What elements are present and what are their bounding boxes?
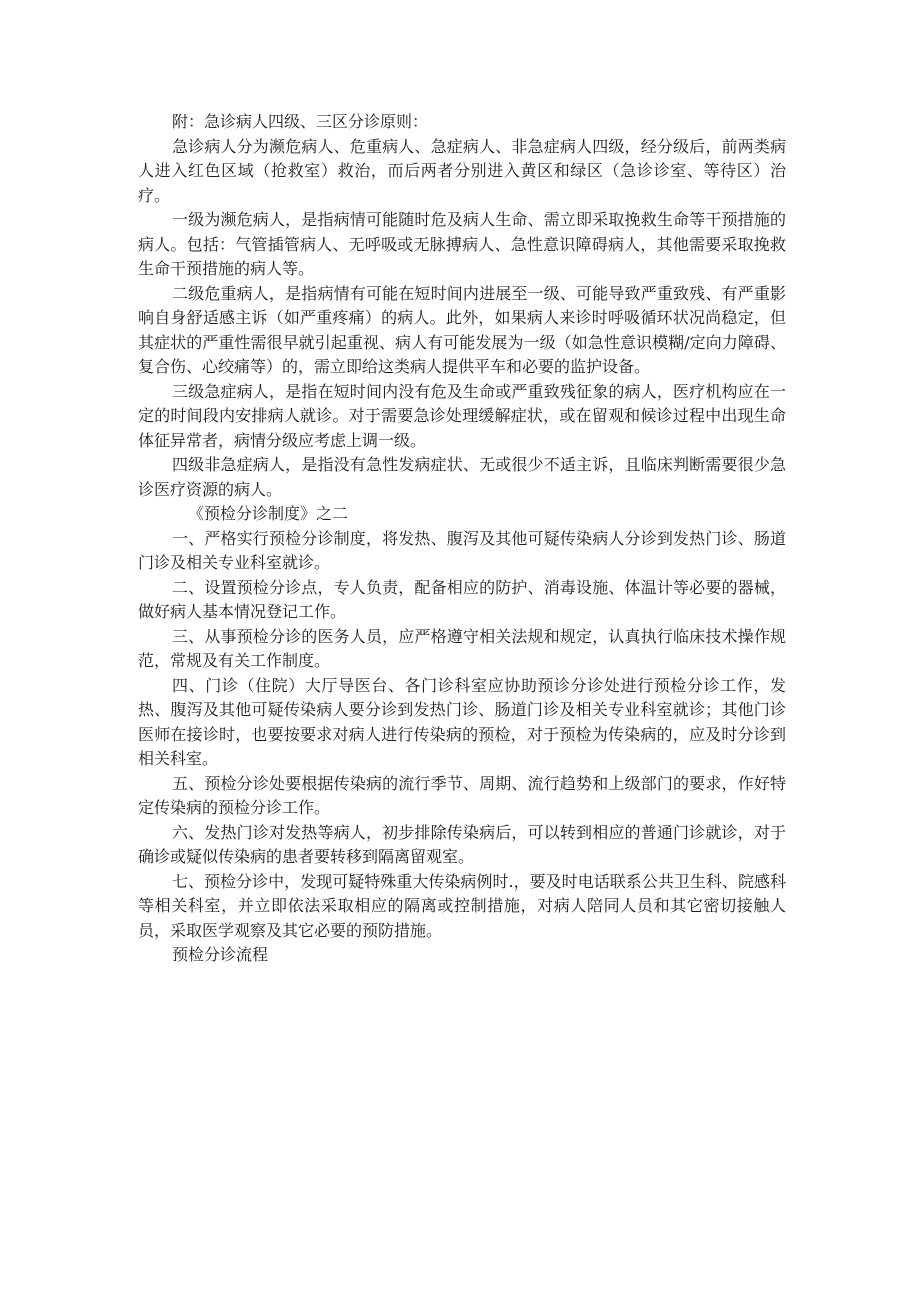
rule-item-7: 七、预检分诊中，发现可疑特殊重大传染病例时.，要及时电话联系公共卫生科、院感科等相关科室，并立即依法采取相应的隔离或控制措施，对病人陪同人员和其它密切接触人员，采取医学观察及其它必要的预防措施。 <box>138 871 786 940</box>
rule-item-3: 三、从事预检分诊的医务人员，应严格遵守相关法规和规定，认真执行临床技术操作规范，常规及有关工作制度。 <box>138 626 786 670</box>
paragraph-triage-overview: 急诊病人分为濒危病人、危重病人、急症病人、非急症病人四级，经分级后，前两类病人进入红色区域（抢救室）救治，而后两者分别进入黄区和绿区（急诊诊室、等待区）治疗。 <box>138 136 786 205</box>
paragraph-level-four: 四级非急症病人，是指没有急性发病症状、无或很少不适主诉，且临床判断需要很少急诊医疗资源的病人。 <box>138 455 786 499</box>
paragraph-level-three: 三级急症病人，是指在短时间内没有危及生命或严重致残征象的病人，医疗机构应在一定的时间段内安排病人就诊。对于需要急诊处理缓解症状，或在留观和候诊过程中出现生命体征异常者，病情分级应考虑上调一级。 <box>138 381 786 450</box>
rule-item-6: 六、发热门诊对发热等病人，初步排除传染病后，可以转到相应的普通门诊就诊，对于确诊或疑似传染病的患者要转移到隔离留观室。 <box>138 822 786 866</box>
paragraph-level-two: 二级危重病人，是指病情有可能在短时间内进展至一级、可能导致严重致残、有严重影响自身舒适感主诉（如严重疼痛）的病人。此外，如果病人来诊时呼吸循环状况尚稳定，但其症状的严重性需很早就引起重视、病人有可能发展为一级（如急性意识模糊/定向力障碍、复合伤、心绞痛等）的，需立即给这类病人提供平车和必要的监护设备。 <box>138 283 786 376</box>
rule-item-1: 一、严格实行预检分诊制度，将发热、腹泻及其他可疑传染病人分诊到发热门诊、肠道门诊及相关专业科室就诊。 <box>138 528 786 572</box>
document-page <box>138 110 786 968</box>
paragraph-level-one: 一级为濒危病人，是指病情可能随时危及病人生命、需立即采取挽救生命等干预措施的病人。包括：气管插管病人、无呼吸或无脉搏病人、急性意识障碍病人，其他需要采取挽救生命干预措施的病人等。 <box>138 210 786 278</box>
rule-item-4: 四、门诊（住院）大厅导医台、各门诊科室应协助预诊分诊处进行预检分诊工作，发热、腹泻及其他可疑传染病人要分诊到发热门诊、肠道门诊及相关专业科室就诊；其他门诊医师在接诊时，也要按要求对病人进行传染病的预检，对于预检为传染病的，应及时分诊到相关科室。 <box>138 675 786 768</box>
rule-item-2: 二、设置预检分诊点，专人负责，配备相应的防护、消毒设施、体温计等必要的器械，做好病人基本情况登记工作。 <box>138 577 786 621</box>
rule-item-5: 五、预检分诊处要根据传染病的流行季节、周期、流行趋势和上级部门的要求，作好特定传染病的预检分诊工作。 <box>138 773 786 817</box>
process-heading: 预检分诊流程 <box>172 945 269 964</box>
appendix-heading: 附：急诊病人四级、三区分诊原则： <box>172 112 429 131</box>
section-title: 《预检分诊制度》之二 <box>188 504 349 523</box>
